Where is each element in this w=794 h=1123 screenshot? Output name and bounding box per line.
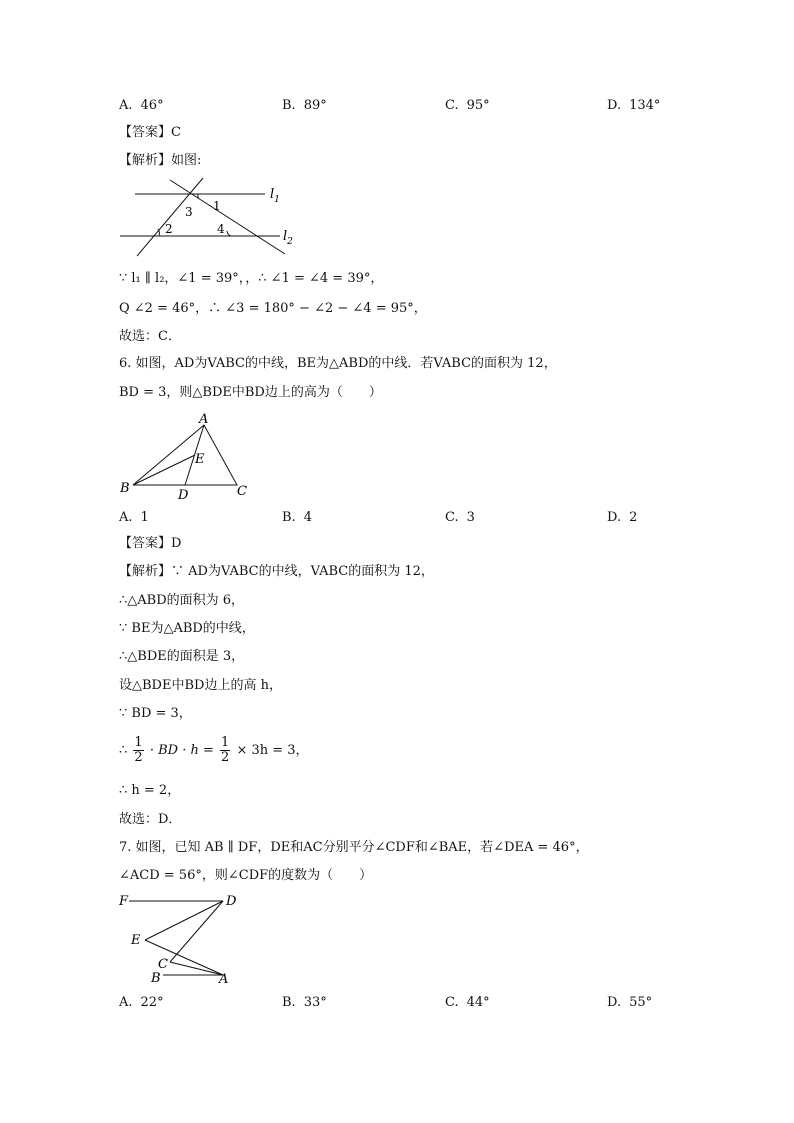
angle-arc-4 [227, 231, 231, 236]
line-ca [170, 962, 223, 975]
q7-figure [115, 890, 255, 986]
angle-label-1: 1 [213, 199, 221, 213]
q7-option-d: D. 55° [607, 995, 653, 1010]
angle-arc-1 [198, 194, 199, 199]
line-label-l1: $l_1$ [270, 187, 280, 205]
vertex-f: F [119, 894, 129, 909]
q6-options [119, 509, 679, 527]
q5-option-d: D. 134° [607, 98, 661, 113]
median-be [133, 455, 195, 485]
q6-option-b: B. 4 [282, 510, 312, 525]
q5-options [119, 97, 679, 115]
vertex-d: D [178, 488, 189, 502]
vertex-d: D [226, 894, 237, 909]
vertex-e: E [195, 452, 205, 467]
vertex-b: B [120, 481, 130, 496]
line-dc [170, 901, 223, 962]
q6-option-c: C. 3 [445, 510, 475, 525]
q6-solution-2: ∴△ABD的面积为 6， [119, 593, 245, 608]
q7-options [119, 994, 679, 1012]
vertex-e: E [131, 933, 141, 948]
angle-label-2: 2 [165, 222, 173, 236]
q6-stem-line2: BD = 3，则△BDE中BD边上的高为（ ） [119, 385, 382, 400]
q6-solution-8: ∴ h = 2， [119, 783, 181, 798]
angle-label-3: 3 [185, 205, 193, 219]
q5-step2: Q ∠2 = 46°，∴ ∠3 = 180° − ∠2 − ∠4 = 95°， [119, 301, 427, 316]
q6-solution-3: ∵ BE为△ABD的中线， [119, 621, 255, 636]
fraction-half-1: $\frac{1}{2}$ [134, 735, 143, 765]
q5-step1: ∵ l₁ ∥ l₂，∠1 = 39°，，∴ ∠1 = ∠4 = 39°， [119, 271, 384, 286]
angle-label-4: 4 [217, 222, 225, 236]
q6-conclusion: 故选：D． [119, 812, 182, 827]
q6-solution-4: ∴△BDE的面积是 3， [119, 649, 245, 664]
q7-stem-line2: ∠ACD = 56°，则∠CDF的度数为（ ） [119, 868, 373, 883]
q5-conclusion: 故选：C． [119, 329, 181, 344]
q7-stem-line1: 7. 如图，已知 AB ∥ DF，DE和AC分别平分∠CDF和∠BAE，若∠DEA = 46°， [119, 840, 589, 855]
vertex-a: A [219, 972, 229, 986]
q6-figure [115, 410, 255, 502]
line-label-l2: $l_2$ [283, 229, 293, 247]
q5-option-b: B. 89° [282, 98, 327, 113]
triangle-abc [133, 425, 237, 485]
fraction-half-2: $\frac{1}{2}$ [221, 735, 230, 765]
q6-option-a: A. 1 [119, 510, 149, 525]
q5-option-c: C. 95° [445, 98, 490, 113]
vertex-a: A [199, 412, 209, 427]
q7-option-c: C. 44° [445, 995, 490, 1010]
q7-option-b: B. 33° [282, 995, 327, 1010]
q6-option-d: D. 2 [607, 510, 638, 525]
q6-answer: 【答案】D [119, 536, 182, 551]
transversal-1 [137, 178, 203, 256]
q6-stem-line1: 6. 如图，AD为VABC的中线，BE为△ABD的中线．若VABC的面积为 12， [119, 356, 557, 371]
q5-figure [115, 176, 315, 260]
line-de [145, 901, 223, 940]
q6-solution-5: 设△BDE中BD边上的高 h， [119, 678, 282, 693]
q7-option-a: A. 22° [119, 995, 164, 1010]
vertex-c: C [158, 957, 168, 972]
vertex-b: B [151, 971, 161, 986]
q5-analysis: 【解析】如图: [119, 153, 202, 168]
vertex-c: C [237, 484, 247, 499]
q5-answer: 【答案】C [119, 125, 181, 140]
q6-solution-7: ∴ $\frac{1}{2}$ · BD · h = $\frac{1}{2}$ × 3h = 3， [119, 735, 309, 765]
q6-solution-6: ∵ BD = 3， [119, 706, 192, 721]
q5-option-a: A. 46° [119, 98, 164, 113]
q6-solution-1: 【解析】∵ AD为VABC的中线，VABC的面积为 12， [119, 564, 434, 579]
